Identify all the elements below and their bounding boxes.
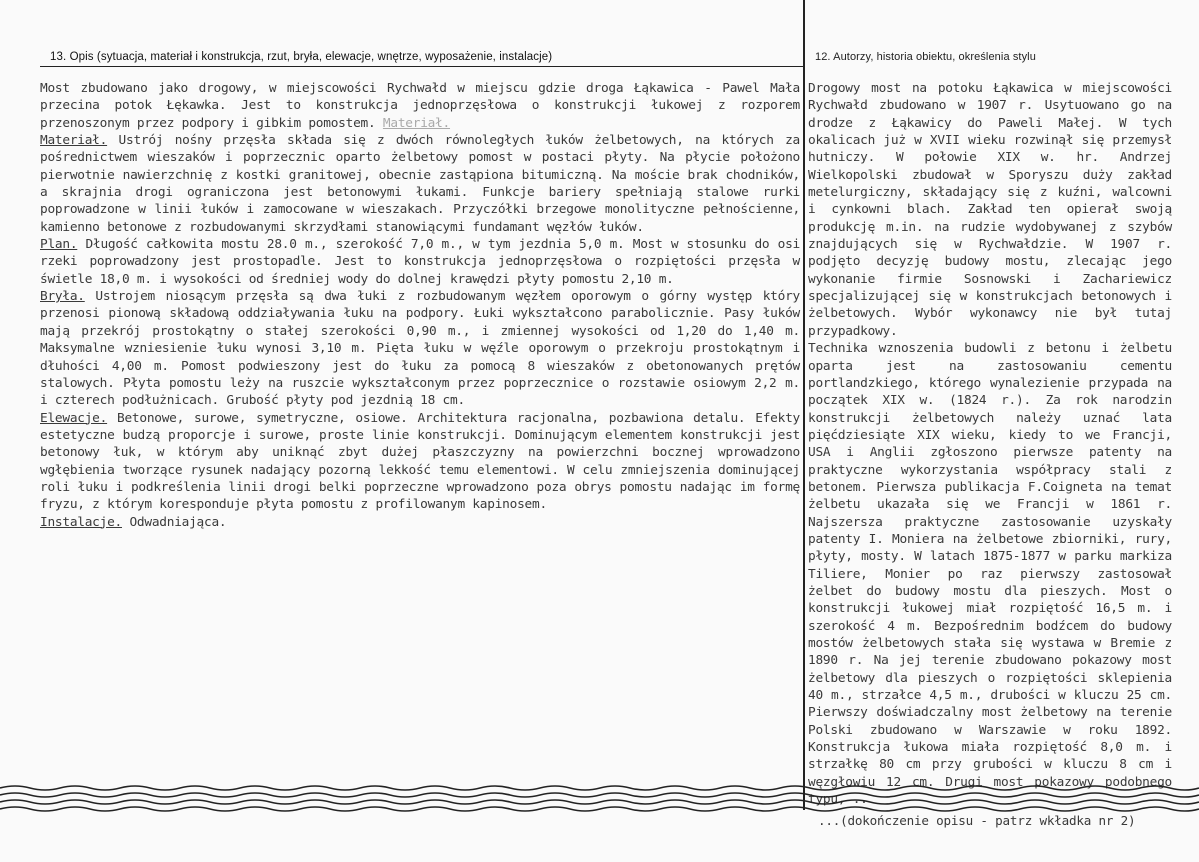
history-column xyxy=(808,80,1172,808)
header-rule xyxy=(40,66,804,67)
column-divider xyxy=(803,0,805,810)
history-section-header: 12. Autorzy, historia obiektu, określenia stylu xyxy=(815,51,1036,63)
wavy-border-band xyxy=(0,782,1199,812)
plan-paragraph xyxy=(40,236,800,288)
history-paragraph-2: Technika wznoszenia budowli z betonu i żelbetu oparta jest na zastosowaniu cementu portlandzkiego, którego wynalezienie przypada na początek XIX w. (1824 r.). Za rok narodzin konstrukcji żelbetowych należy uznać lata pięćdziesiąte XIX wieku, kiedy to we Francji, USA i Anglii zgłoszono pierwsze patenty na praktyczne wykorzystania współpracy stali z betonem. Pierwsza publikacja F.Coigneta na temat żelbetu ukazała się we Francji w 1861 r. Najszersza praktyczne zastosowanie uzyskały patenty I. Moniera na żelbetowe zbiorniki, rury, płyty, mosty. W latach 1875-1877 w parku markiza Tiliere, Monier po raz pierwszy zastosował żelbet do budowy mostu dla pieszych. Most o konstrukcji łukowej miał rozpiętość 16,5 m. i szerokość 4 m. Bezpośrednim bodźcem do budowy mostów żelbetowych stała się wystawa w Bremie z 1890 r. Na jej terenie zbudowano pokazowy most żelbetowy dla pieszych o rozpiętości sklepienia 40 m., strzałce 4,5 m., drubości w kluczu 25 cm. Pierwszy doświadczalny most żelbetowy na terenie Polski zbudowano w Warszawie w roku 1892. Konstrukcja łukowa miała rozpiętość 8,0 m. i strzałkę 80 cm przy grubości w kluczu 8 cm i węzgłowiu 12 cm. Drugi most pokazowy podobnego typu, .. xyxy=(808,341,1172,808)
material-heading: Materiał. xyxy=(40,133,108,149)
material-text: Ustrój nośny przęsła składa się z dwóch równoległych łuków żelbetowych, na których za pośrednictwem wieszaków i poprzecznic oparto żelbetowy pomost w postaci płyty. Na płycie położono pierwotnie nawierzchnię z kostki granitowej, obecnie zastąpiona bitumiczną. Na moście brak chodników, a skrajnia drogi ograniczona jest betonowymi łukami. Funkcje bariery spełniają stalowe rurki poprowadzone w linii łuków i zamocowane w wieszakach. Przyczółki brzegowe monolityczne pełnościenne, kamienno betonowe z rozbudowanymi skrzydłami stanowiącymi fundamant węzłów łuków. xyxy=(40,133,800,235)
plan-text: Długość całkowita mostu 28.0 m., szerokość 7,0 m., w tym jezdnia 5,0 m. Most w stosunku do osi rzeki poprowadzony jest prostopadle. Jest to konstrukcja jednoprzęsłowa o rozpiętości przęsła w świetle 18,0 m. i wysokości od średniej wody do dolnej krawędzi płyty pomostu 2,10 m. xyxy=(40,237,800,287)
material-paragraph xyxy=(40,132,800,236)
instalacje-paragraph xyxy=(40,514,800,531)
elewacje-paragraph xyxy=(40,410,800,514)
elewacje-text: Betonowe, surowe, symetryczne, osiowe. Architektura racjonalna, pozbawiona detalu. Efekty estetyczne budzą proporcje i surowe, proste linie konstrukcji. Dominującym elementem konstrukcji jest betonowy łuk, w którym aby uniknąć zbyt dużej płaszczyzny na powierzchni bocznej wprowadzono wgłębienia tworzące rysunek nadający pozorną lekkość temu elementowi. W celu zmniejszenia dominującej roli łuku i podkreślenia linii drogi belki poprzeczne wprowadzono poza obrys pomostu nadając im formę fryzu, z którym koresponduje płyta pomostu z profilowanym kapinosem. xyxy=(40,410,800,513)
bryla-heading: Bryła. xyxy=(40,289,85,305)
faint-material-heading: Materiał. xyxy=(382,115,451,131)
wavy-border-lines xyxy=(0,782,1199,812)
intro-text: Most zbudowano jako drogowy, w miejscowości Rychwałd w miejscu gdzie droga Łąkawica - Pawel Mała przecina potok Łękawka. Jest to konstrukcja jednoprzęsłowa o konstrukcji łukowej z rozporem przenoszonym przez podpory i gibkim pomostem. xyxy=(40,81,800,131)
description-section-header: 13. Opis (sytuacja, materiał i konstrukcja, rzut, bryła, elewacje, wnętrze, wyposażenie, instalacje) xyxy=(50,51,553,63)
intro-paragraph xyxy=(40,80,800,132)
bryla-text: Ustrojem niosącym przęsła są dwa łuki z rozbudowanym węzłem oporowym o górny występ który przenosi pionową składową oddziaływania łuku na podpory. Łuki wykształcono parabolicznie. Pasy łuków mają przekrój prostokątny o stałej szerokości 0,90 m., i zmiennej wysokości od 1,20 do 1,40 m. Maksymalne wzniesienie łuku wynosi 3,10 m. Pięta łuku w węźle oporowym o przekroju prostokątnym i dłuhości 4,00 m. Pomost podwieszony jest do łuku za pomocą 8 wieszaków z obetonowanych prętów stalowych. Płyta pomostu leży na ruszcie wykształconym przez poprzecznice o rozstawie osiowym 2,2 m. i czterech podłużnicach. Grubość płyty pod jezdnią 18 cm. xyxy=(40,289,800,409)
instalacje-heading: Instalacje. xyxy=(40,514,122,530)
description-column xyxy=(40,80,800,531)
continuation-note: ...(dokończenie opisu - patrz wkładka nr 2) xyxy=(818,813,1136,828)
history-paragraph-1: Drogowy most na potoku Łąkawica w miejscowości Rychwałd zbudowano w 1907 r. Usytuowano go na drodze z Łąkawicy do Paweli Małej. W tych okalicach już w XVII wieku rozwinął się przemysł hutniczy. W połowie XIX w. hr. Andrzej Wielkopolski zbudował w Sporyszu duży zakład metelurgiczny, składający się z kuźni, walcowni i cynkowni blach. Zakład ten opierał swoją produkcję m.in. na rudzie wydobywanej z szybów znajdujących się w Rychwałdzie. W 1907 r. podjęto decyzję budowy mostu, zlecając jego wykonanie firmie Sosnowski i Zachariewicz specjalizującej się w konstrukcjach betonowych i żelbetowych. Wybór wykonawcy nie był tutaj przypadkowy. xyxy=(808,81,1172,339)
plan-heading: Plan. xyxy=(40,237,78,253)
elewacje-heading: Elewacje. xyxy=(40,410,108,426)
bryla-paragraph xyxy=(40,288,800,409)
instalacje-text: Odwadniająca. xyxy=(129,514,227,530)
